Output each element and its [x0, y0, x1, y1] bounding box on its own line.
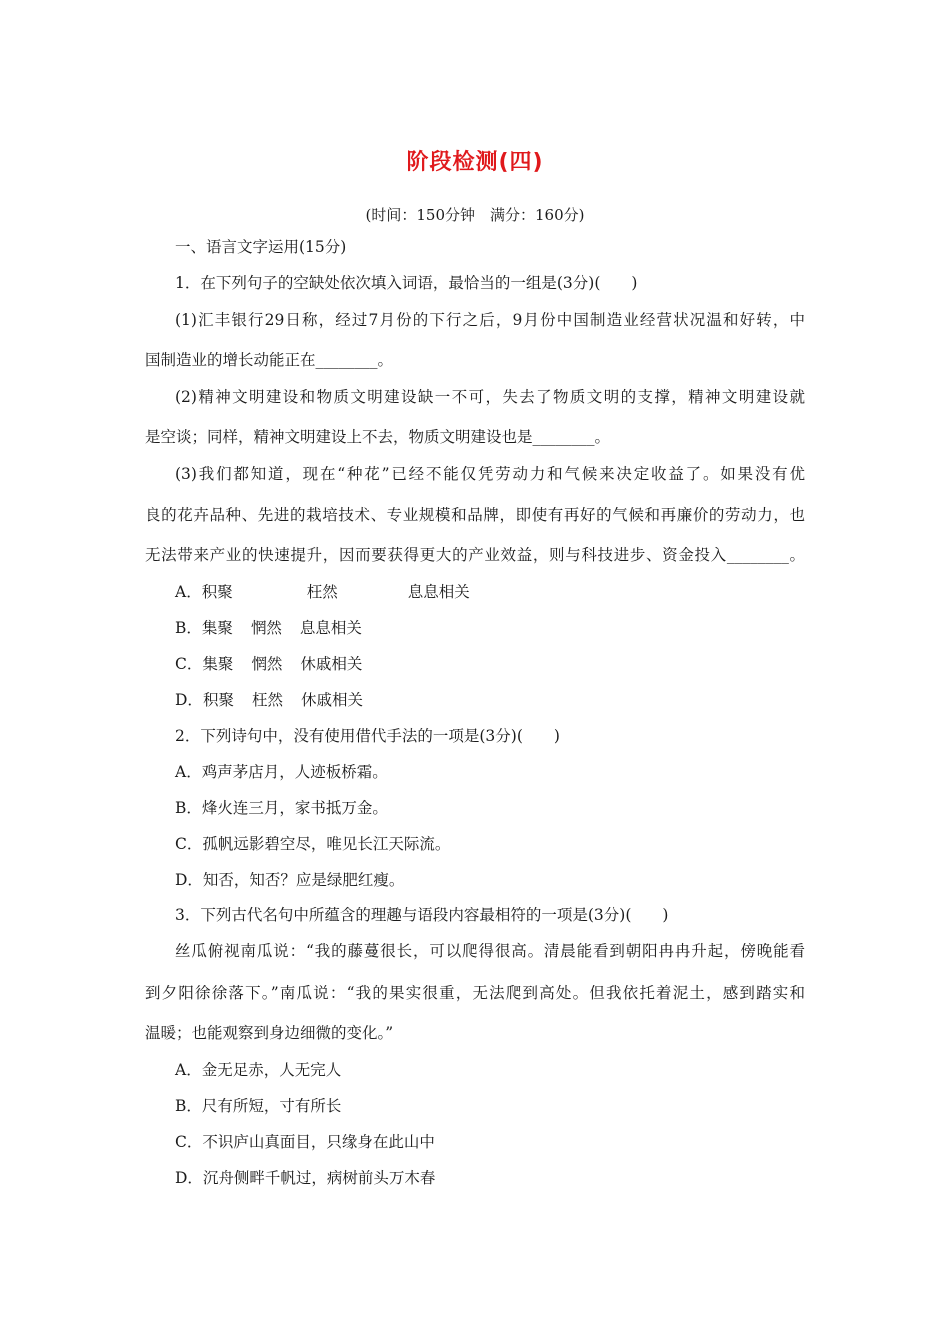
option-word-2: 枉然: [251, 691, 283, 709]
q1-sentence-1-line-2: 国制造业的增长动能正在________。: [145, 351, 394, 369]
q1-option-a: [175, 582, 805, 602]
section-heading: 一、语言文字运用(15分): [175, 238, 347, 256]
option-word-1: 积聚: [202, 691, 234, 709]
q1-option-b: [175, 618, 805, 638]
option-word-3: 息息相关: [407, 583, 470, 601]
option-word-2: 枉然: [306, 583, 338, 601]
option-label: D．: [175, 691, 203, 709]
q3-passage-line-1: 丝瓜俯视南瓜说：“我的藤蔓很长，可以爬得很高。清晨能看到朝阳冉冉升起，傍晚能看: [175, 942, 805, 960]
q1-option-d: [175, 690, 805, 710]
q2-option-d: D．知否，知否？应是绿肥红瘦。: [175, 871, 405, 889]
q1-sentence-3-line-3: 无法带来产业的快速提升，因而要获得更大的产业效益，则与科技进步、资金投入________。: [145, 546, 805, 564]
option-word-1: 集聚: [202, 655, 234, 673]
q1-sentence-2-line-1: (2)精神文明建设和物质文明建设缺一不可，失去了物质文明的支撑，精神文明建设就: [175, 388, 805, 406]
q2-option-b: B．烽火连三月，家书抵万金。: [175, 799, 388, 817]
q1-option-c: [175, 654, 805, 674]
option-label: A．: [175, 583, 202, 601]
q1-sentence-2-line-2: 是空谈；同样，精神文明建设上不去，物质文明建设也是________。: [145, 428, 611, 446]
option-word-3: 休戚相关: [300, 691, 363, 709]
question-2-stem: 2．下列诗句中，没有使用借代手法的一项是(3分)( ): [175, 727, 560, 745]
q2-option-c: C．孤帆远影碧空尽，唯见长江天际流。: [175, 835, 451, 853]
q1-sentence-3-line-1: (3)我们都知道，现在“种花”已经不能仅凭劳动力和气候来决定收益了。如果没有优: [175, 465, 805, 483]
option-word-3: 休戚相关: [300, 655, 363, 673]
q1-sentence-1-line-1: (1)汇丰银行29日称，经过7月份的下行之后，9月份中国制造业经营状况温和好转，中: [175, 311, 805, 329]
q3-option-b: B．尺有所短，寸有所长: [175, 1097, 342, 1115]
q3-passage-line-2: 到夕阳徐徐落下。”南瓜说：“我的果实很重，无法爬到高处。但我依托着泥土，感到踏实和: [145, 984, 805, 1002]
option-word-3: 息息相关: [299, 619, 362, 637]
q2-option-a: A．鸡声茅店月，人迹板桥霜。: [175, 763, 388, 781]
option-word-2: 惘然: [251, 655, 283, 673]
question-3-stem: 3．下列古代名句中所蕴含的理趣与语段内容最相符的一项是(3分)( ): [175, 906, 669, 924]
q1-sentence-3-line-2: 良的花卉品种、先进的栽培技术、专业规模和品牌，即使有再好的气候和再廉价的劳动力，也: [145, 506, 805, 524]
question-1-stem: 1．在下列句子的空缺处依次填入词语，最恰当的一组是(3分)( ): [175, 274, 638, 292]
option-word-2: 惘然: [250, 619, 282, 637]
q3-option-c: C．不识庐山真面目，只缘身在此山中: [175, 1133, 435, 1151]
option-label: B．: [175, 619, 202, 637]
option-label: C．: [175, 655, 203, 673]
page-title: 阶段检测(四): [406, 150, 544, 175]
q3-passage-line-3: 温暖；也能观察到身边细微的变化。”: [145, 1024, 394, 1042]
option-word-1: 集聚: [201, 619, 233, 637]
q3-option-a: A．金无足赤，人无完人: [175, 1061, 342, 1079]
q3-option-d: D．沉舟侧畔千帆过，病树前头万木春: [175, 1169, 436, 1187]
option-word-1: 积聚: [201, 583, 233, 601]
exam-info: (时间：150分钟 满分：160分): [365, 206, 585, 224]
